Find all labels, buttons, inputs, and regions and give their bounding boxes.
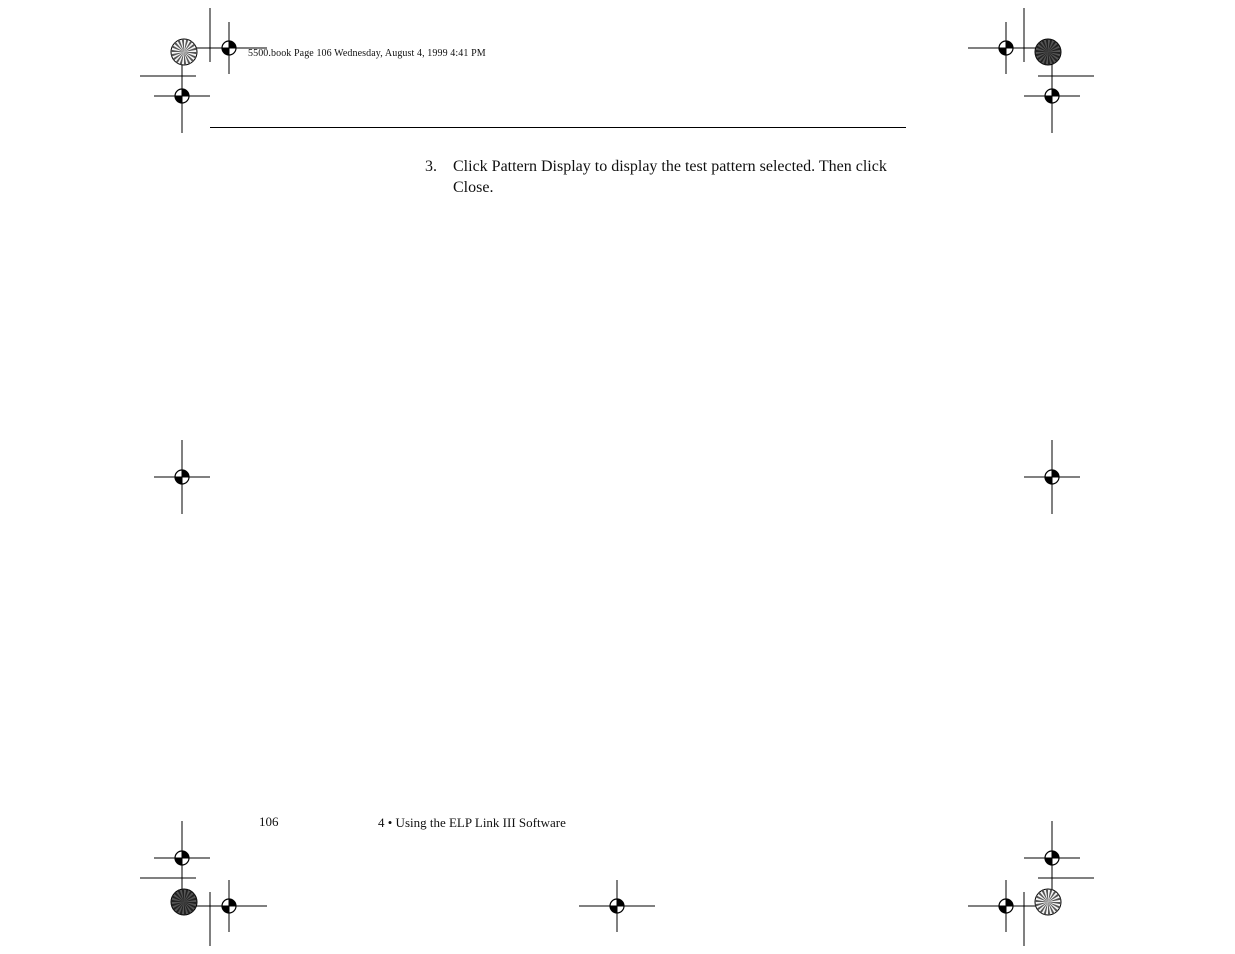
registration-mark — [154, 821, 210, 895]
starburst-mark — [171, 39, 197, 65]
registration-mark — [1024, 59, 1080, 133]
registration-mark — [579, 880, 655, 932]
starburst-mark — [1035, 39, 1061, 65]
page-number: 106 — [259, 814, 279, 829]
registration-mark — [1024, 440, 1080, 514]
step-text: Click Pattern Display to display the test pattern selected. Then click Close. — [453, 158, 887, 196]
registration-mark — [154, 59, 210, 133]
registration-mark — [968, 22, 1044, 74]
registration-mark — [1024, 821, 1080, 895]
registration-mark — [968, 880, 1044, 932]
header-rule — [210, 127, 906, 128]
step-number: 3. — [425, 158, 437, 175]
running-footer: 4 • Using the ELP Link III Software — [378, 815, 566, 830]
starburst-mark — [171, 889, 197, 915]
slug-line: 5500.book Page 106 Wednesday, August 4, 1999 4:41 PM — [248, 48, 486, 59]
registration-mark — [191, 880, 267, 932]
starburst-mark — [1035, 889, 1061, 915]
registration-mark — [154, 440, 210, 514]
